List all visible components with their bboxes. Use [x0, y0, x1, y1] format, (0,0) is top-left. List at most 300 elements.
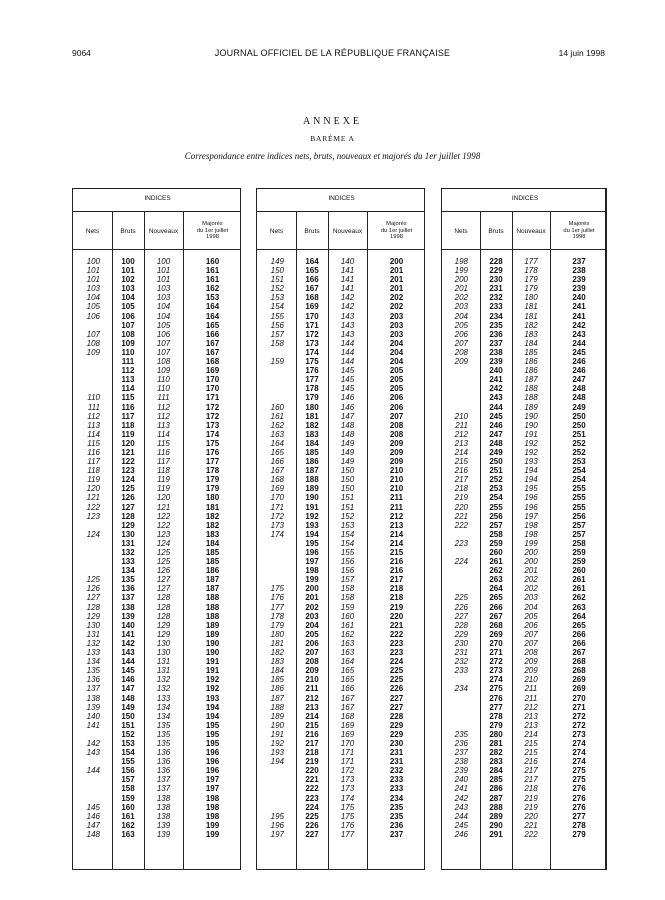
cell-majores: 225: [389, 675, 404, 685]
cell-nouveaux: 106: [156, 329, 171, 339]
majores-header-line: 1998: [390, 234, 403, 241]
cell-nets: 106: [86, 311, 100, 321]
cell-nouveaux: 135: [156, 720, 171, 730]
cell-nouveaux: 185: [524, 347, 538, 357]
cell-bruts: 113: [121, 375, 135, 385]
table-row: [257, 430, 424, 439]
cell-bruts: 129: [121, 520, 135, 530]
cell-nouveaux: 215: [524, 748, 538, 758]
cell-nets: 243: [454, 802, 468, 812]
cell-nets: 240: [454, 775, 468, 785]
cell-majores: 272: [572, 720, 586, 730]
cell-nouveaux: 130: [156, 648, 171, 658]
cell-nouveaux: 131: [156, 666, 171, 676]
cell-nets: 214: [454, 447, 468, 457]
cell-nets: 189: [270, 711, 284, 721]
cell-bruts: 277: [489, 702, 503, 712]
cell-majores: 167: [205, 338, 220, 348]
cell-nouveaux: 161: [340, 620, 355, 630]
table-row: [73, 621, 240, 630]
cell-bruts: 246: [489, 420, 503, 430]
cell-bruts: 279: [489, 720, 503, 730]
annexe-heading: ANNEXE: [302, 116, 363, 127]
cell-majores: 258: [572, 538, 586, 548]
cell-nouveaux: 141: [340, 275, 355, 285]
majores-header-line: 1998: [206, 234, 219, 241]
cell-bruts: 141: [121, 629, 135, 639]
table-row: [257, 684, 424, 693]
cell-majores: 223: [389, 638, 404, 648]
cell-majores: 175: [205, 438, 220, 448]
cell-nouveaux: 104: [156, 311, 171, 321]
table-row: [73, 503, 240, 512]
cell-bruts: 223: [305, 793, 319, 803]
cell-bruts: 181: [305, 411, 319, 421]
cell-nets: 196: [270, 820, 284, 830]
table-row: [73, 403, 240, 412]
table-row: [442, 466, 605, 475]
cell-nets: 207: [454, 338, 468, 348]
cell-majores: 228: [389, 711, 404, 721]
cell-nouveaux: 190: [524, 420, 538, 430]
cell-bruts: 171: [305, 320, 319, 330]
cell-bruts: 152: [121, 729, 135, 739]
cell-bruts: 160: [121, 802, 135, 812]
cell-nouveaux: 202: [524, 584, 538, 594]
cell-bruts: 158: [121, 784, 135, 794]
cell-nouveaux: 175: [340, 811, 355, 821]
cell-nouveaux: 171: [340, 748, 355, 758]
cell-bruts: 203: [305, 611, 319, 621]
cell-nets: 169: [270, 484, 284, 494]
cell-nets: 142: [86, 738, 100, 748]
cell-nets: 197: [270, 829, 284, 839]
cell-majores: 153: [205, 293, 220, 303]
cell-bruts: 217: [305, 738, 319, 748]
table-row: [442, 603, 605, 612]
table-row: [73, 357, 240, 366]
indices-header: INDICES: [144, 195, 171, 202]
cell-nets: 164: [270, 438, 284, 448]
table-row: [442, 766, 605, 775]
cell-nets: 168: [270, 475, 284, 485]
table-row: [73, 757, 240, 766]
cell-bruts: 257: [489, 520, 503, 530]
cell-majores: 214: [389, 538, 404, 548]
cell-bruts: 128: [121, 511, 135, 521]
cell-nouveaux: 118: [157, 466, 170, 476]
cell-majores: 190: [205, 648, 220, 658]
cell-nouveaux: 134: [156, 702, 171, 712]
cell-nets: 167: [270, 466, 284, 476]
cell-nets: 246: [454, 829, 468, 839]
cell-bruts: 206: [305, 638, 319, 648]
table-row: [257, 657, 424, 666]
cell-bruts: 118: [121, 420, 135, 430]
cell-majores: 218: [389, 593, 404, 603]
cell-bruts: 145: [121, 666, 135, 676]
cell-bruts: 153: [121, 738, 135, 748]
cell-bruts: 208: [305, 657, 319, 667]
table-row: [442, 657, 605, 666]
cell-nouveaux: 198: [524, 520, 538, 530]
cell-nouveaux: 176: [340, 820, 355, 830]
cell-majores: 204: [389, 347, 404, 357]
cell-bruts: 149: [121, 702, 135, 712]
table-row: [257, 321, 424, 330]
cell-majores: 274: [572, 757, 586, 767]
cell-bruts: 253: [489, 484, 503, 494]
cell-nouveaux: 135: [156, 738, 171, 748]
cell-majores: 266: [572, 629, 586, 639]
cell-nets: 178: [270, 611, 284, 621]
table-row: [442, 284, 605, 293]
cell-majores: 188: [205, 602, 220, 612]
cell-bruts: 196: [305, 548, 319, 557]
table-row: [442, 812, 605, 821]
cell-nouveaux: 166: [340, 684, 355, 694]
cell-nets: 194: [270, 757, 284, 767]
cell-majores: 177: [205, 457, 220, 467]
cell-majores: 176: [205, 447, 220, 457]
table-row: [73, 821, 240, 830]
cell-bruts: 110: [121, 347, 135, 357]
cell-nouveaux: 101: [156, 275, 171, 285]
cell-majores: 229: [389, 720, 404, 730]
column-header-bruts: Bruts: [488, 227, 504, 235]
table-row: [257, 548, 424, 557]
cell-nouveaux: 211: [524, 693, 538, 703]
cell-nouveaux: 142: [340, 302, 355, 312]
cell-majores: 276: [572, 802, 586, 812]
cell-bruts: 112: [121, 366, 135, 376]
cell-nets: 185: [270, 675, 284, 685]
table-row: [442, 775, 605, 784]
cell-nouveaux: 149: [340, 447, 355, 457]
cell-nouveaux: 103: [156, 293, 171, 303]
cell-majores: 189: [205, 629, 220, 639]
cell-majores: 174: [205, 429, 220, 439]
cell-nets: 112: [87, 411, 100, 421]
cell-majores: 268: [572, 666, 586, 676]
table-row: [442, 302, 605, 311]
cell-majores: 168: [205, 357, 220, 367]
cell-majores: 244: [572, 338, 586, 348]
table-row: [257, 512, 424, 521]
table-row: [257, 566, 424, 575]
cell-nouveaux: 168: [340, 711, 355, 721]
cell-bruts: 168: [305, 293, 319, 303]
cell-nouveaux: 111: [157, 393, 170, 403]
cell-nouveaux: 145: [340, 375, 355, 385]
table-row: [73, 675, 240, 684]
cell-nets: 241: [454, 784, 468, 794]
table-row: [73, 812, 240, 821]
majores-header-line: du 1er juillet: [380, 227, 413, 234]
cell-majores: 272: [572, 711, 586, 721]
cell-nets: 118: [87, 466, 100, 476]
cell-bruts: 140: [121, 620, 135, 630]
cell-nets: 230: [454, 638, 468, 648]
cell-bruts: 255: [489, 502, 503, 512]
cell-majores: 239: [572, 275, 586, 285]
cell-nets: 147: [86, 820, 100, 830]
cell-majores: 216: [389, 566, 404, 576]
cell-majores: 216: [389, 557, 404, 567]
index-table-block: [256, 188, 425, 870]
table-row: [73, 421, 240, 430]
cell-bruts: 176: [305, 366, 319, 376]
cell-majores: 269: [572, 675, 586, 685]
table-row: [73, 694, 240, 703]
cell-bruts: 108: [121, 329, 135, 339]
cell-bruts: 220: [305, 766, 319, 776]
cell-bruts: 214: [305, 711, 319, 721]
cell-bruts: 114: [121, 384, 135, 394]
table-row: [442, 639, 605, 648]
cell-bruts: 180: [305, 402, 319, 412]
cell-majores: 196: [205, 748, 220, 758]
table-row: [442, 748, 605, 757]
cell-nouveaux: 126: [156, 566, 171, 576]
cell-nouveaux: 149: [340, 457, 355, 467]
cell-bruts: 144: [121, 657, 135, 667]
cell-majores: 185: [205, 548, 220, 557]
cell-bruts: 224: [305, 802, 319, 812]
cell-nets: 117: [87, 457, 100, 467]
cell-nouveaux: 128: [156, 611, 171, 621]
cell-bruts: 125: [121, 484, 135, 494]
cell-nouveaux: 209: [524, 657, 538, 667]
column-header-majores: [367, 213, 426, 249]
table-row: [257, 503, 424, 512]
cell-nouveaux: 151: [340, 493, 355, 503]
table-row: [442, 584, 605, 593]
table-row: [73, 330, 240, 339]
cell-bruts: 175: [305, 357, 319, 367]
cell-nouveaux: 138: [156, 811, 171, 821]
cell-majores: 277: [572, 811, 586, 821]
cell-majores: 231: [389, 757, 404, 767]
cell-majores: 241: [572, 302, 586, 312]
cell-bruts: 135: [121, 575, 135, 585]
cell-bruts: 261: [489, 557, 503, 567]
cell-bruts: 134: [121, 566, 135, 576]
cell-bruts: 173: [305, 338, 319, 348]
table-row: [257, 712, 424, 721]
cell-bruts: 242: [489, 384, 503, 394]
cell-nouveaux: 120: [156, 493, 171, 503]
table-row: [442, 612, 605, 621]
table-rows: [442, 257, 605, 839]
cell-bruts: 115: [121, 393, 135, 403]
table-row: [442, 830, 605, 839]
cell-nouveaux: 192: [524, 438, 538, 448]
cell-nouveaux: 184: [524, 338, 538, 348]
cell-bruts: 248: [489, 438, 503, 448]
cell-nets: 157: [270, 329, 284, 339]
cell-majores: 212: [389, 511, 404, 521]
cell-bruts: 120: [121, 438, 135, 448]
cell-nets: 128: [86, 602, 100, 612]
cell-nets: 224: [454, 557, 468, 567]
indices-header: INDICES: [328, 195, 355, 202]
table-row: [73, 302, 240, 311]
cell-majores: 248: [572, 384, 586, 394]
table-row: [257, 384, 424, 393]
cell-bruts: 143: [121, 648, 135, 658]
cell-majores: 266: [572, 638, 586, 648]
cell-bruts: 260: [489, 548, 503, 557]
cell-majores: 257: [572, 529, 586, 539]
table-row: [257, 539, 424, 548]
cell-bruts: 124: [121, 475, 135, 485]
cell-bruts: 227: [305, 829, 319, 839]
cell-majores: 226: [389, 684, 404, 694]
table-row: [442, 366, 605, 375]
cell-nets: 175: [270, 584, 284, 594]
table-row: [73, 566, 240, 575]
table-row: [257, 694, 424, 703]
cell-majores: 237: [389, 829, 404, 839]
cell-nets: 114: [87, 429, 100, 439]
cell-nouveaux: 144: [340, 338, 355, 348]
cell-nets: 183: [270, 657, 284, 667]
table-row: [73, 466, 240, 475]
cell-majores: 263: [572, 602, 586, 612]
cell-majores: 225: [389, 666, 404, 676]
cell-majores: 213: [389, 520, 404, 530]
publication-date: 14 juin 1998: [558, 48, 605, 58]
cell-majores: 265: [572, 620, 586, 630]
cell-bruts: 130: [121, 529, 135, 539]
header-divider: [257, 249, 424, 250]
cell-nouveaux: 183: [524, 329, 538, 339]
cell-nouveaux: 193: [524, 457, 538, 467]
cell-nouveaux: 117: [157, 457, 170, 467]
cell-nouveaux: 150: [340, 475, 355, 485]
cell-bruts: 105: [121, 302, 135, 312]
cell-nouveaux: 130: [156, 638, 171, 648]
cell-nets: 234: [454, 684, 468, 694]
cell-majores: 248: [572, 393, 586, 403]
cell-nets: 156: [270, 320, 284, 330]
cell-nets: 223: [454, 538, 468, 548]
table-row: [442, 412, 605, 421]
cell-nets: 229: [454, 629, 468, 639]
cell-nouveaux: 148: [340, 429, 355, 439]
majores-header-line: du 1er juillet: [563, 227, 595, 234]
cell-majores: 259: [572, 548, 586, 557]
table-row: [257, 739, 424, 748]
cell-majores: 180: [205, 493, 220, 503]
cell-nouveaux: 174: [340, 793, 355, 803]
cell-bruts: 192: [305, 511, 319, 521]
cell-majores: 257: [572, 520, 586, 530]
table-row: [73, 321, 240, 330]
cell-nouveaux: 163: [340, 648, 355, 658]
cell-majores: 190: [205, 638, 220, 648]
cell-majores: 206: [389, 393, 404, 403]
cell-majores: 210: [389, 484, 404, 494]
cell-majores: 186: [205, 566, 220, 576]
cell-nouveaux: 125: [156, 557, 171, 567]
cell-bruts: 139: [121, 611, 135, 621]
cell-bruts: 264: [489, 584, 503, 594]
cell-majores: 259: [572, 557, 586, 567]
table-row: [442, 521, 605, 530]
cell-bruts: 189: [305, 484, 319, 494]
table-row: [442, 739, 605, 748]
cell-nets: 231: [454, 648, 468, 658]
cell-nouveaux: 197: [524, 511, 538, 521]
cell-nouveaux: 135: [156, 729, 171, 739]
cell-bruts: 162: [121, 820, 135, 830]
cell-majores: 201: [389, 284, 404, 294]
cell-nouveaux: 181: [524, 302, 538, 312]
cell-nets: 236: [454, 738, 468, 748]
cell-majores: 247: [572, 375, 586, 385]
table-row: [257, 621, 424, 630]
cell-bruts: 188: [305, 475, 319, 485]
cell-bruts: 146: [121, 675, 135, 685]
cell-nouveaux: 148: [340, 420, 355, 430]
cell-bruts: 200: [305, 584, 319, 594]
header-divider: [257, 211, 424, 212]
cell-nets: 216: [454, 466, 468, 476]
table-row: [257, 830, 424, 839]
column-header-nets: Nets: [85, 227, 100, 235]
cell-majores: 246: [572, 366, 586, 376]
cell-nets: 187: [270, 693, 284, 703]
cell-majores: 197: [205, 784, 220, 794]
cell-bruts: 199: [305, 575, 319, 585]
cell-nets: 210: [454, 411, 468, 421]
cell-nets: 137: [86, 684, 100, 694]
cell-majores: 204: [389, 357, 404, 367]
cell-majores: 269: [572, 684, 586, 694]
cell-nouveaux: 109: [156, 366, 171, 376]
cell-bruts: 104: [121, 293, 135, 303]
cell-bruts: 117: [121, 411, 135, 421]
cell-majores: 274: [572, 738, 586, 748]
cell-nouveaux: 167: [340, 693, 355, 703]
cell-majores: 236: [389, 820, 404, 830]
cell-bruts: 202: [305, 602, 319, 612]
cell-nouveaux: 180: [524, 293, 538, 303]
cell-nouveaux: 222: [524, 829, 538, 839]
cell-nouveaux: 205: [524, 611, 538, 621]
table-row: [257, 821, 424, 830]
cell-nouveaux: 219: [524, 793, 538, 803]
cell-majores: 166: [205, 329, 220, 339]
cell-nouveaux: 171: [340, 757, 355, 767]
table-row: [257, 412, 424, 421]
cell-nets: 235: [454, 729, 468, 739]
cell-nets: 105: [86, 302, 100, 312]
cell-majores: 205: [389, 366, 404, 376]
table-row: [73, 484, 240, 493]
cell-nets: 133: [86, 648, 100, 658]
cell-majores: 187: [205, 584, 220, 594]
cell-nouveaux: 156: [340, 566, 355, 576]
table-row: [257, 257, 424, 266]
cell-majores: 240: [572, 293, 586, 303]
cell-nouveaux: 121: [156, 502, 171, 512]
table-row: [73, 493, 240, 502]
table-row: [442, 684, 605, 693]
cell-nouveaux: 132: [156, 675, 171, 685]
